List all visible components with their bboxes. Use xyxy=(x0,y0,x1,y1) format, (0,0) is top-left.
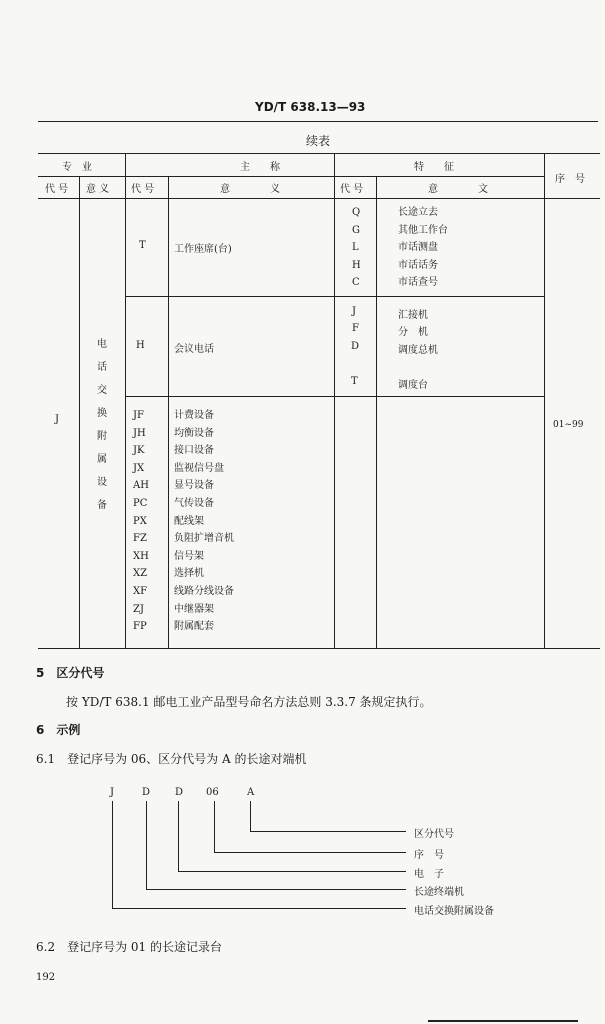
sec5-heading: 5 区分代号 xyxy=(36,666,105,680)
example-6-1: 6.1 登记序号为 06、区分代号为 A 的长途对端机 xyxy=(36,752,307,766)
s1-main-code: T xyxy=(139,240,146,251)
s2-feat-meaning: 调度总机 xyxy=(398,345,438,356)
s3-main-meanings: 计费设备 均衡设备 接口设备 监视信号盘 显号设备 气传设备 配线架 负阻扩增音机 信号架 选择机 线路分线设备 中继器架 附属配套 xyxy=(174,410,234,633)
header-serial: 序 号 xyxy=(555,174,585,185)
s1-feature-meanings: 长途立去 其他工作台 市话测盘 市话话务 市话查号 xyxy=(398,207,448,289)
s2-feat-meaning: 调度台 xyxy=(398,380,428,391)
serial-value: 01~99 xyxy=(553,420,584,430)
specialty-code: J xyxy=(55,414,60,425)
s2-main-code: H xyxy=(136,340,145,351)
diagram-code: D xyxy=(175,787,184,798)
diagram-label: 电话交换附属设备 xyxy=(414,906,494,917)
diagram-label: 长途终端机 xyxy=(414,887,464,898)
sec5-body: 按 YD/T 638.1 邮电工业产品型号命名方法总则 3.3.7 条规定执行。 xyxy=(66,695,432,709)
diagram-code: D xyxy=(142,787,151,798)
header-main-name: 主 称 xyxy=(240,162,280,173)
diagram-label: 序 号 xyxy=(414,850,444,861)
sec6-heading: 6 示例 xyxy=(36,723,81,737)
diagram-code: 06 xyxy=(206,787,219,798)
s2-feat-code: J xyxy=(352,306,357,317)
s2-feat-code: D xyxy=(351,341,360,352)
table-caption: 续表 xyxy=(306,134,331,148)
diagram-label: 区分代号 xyxy=(414,829,454,840)
s1-feature-codes: Q G L H C xyxy=(352,207,361,289)
subheader-main-code: 代 号 xyxy=(131,184,155,195)
diagram-label: 电 子 xyxy=(414,869,444,880)
header-specialty: 专 业 xyxy=(62,162,92,173)
page-number: 192 xyxy=(36,972,56,983)
s3-main-codes: JF JH JK JX AH PC PX FZ XH XZ XF ZJ FP xyxy=(133,410,149,633)
subheader-main-meaning: 意 义 xyxy=(220,184,280,195)
standard-code: YD/T 638.13—93 xyxy=(255,100,366,114)
s2-feat-code: F xyxy=(352,323,359,334)
subheader-feat-code: 代 号 xyxy=(340,184,364,195)
s2-main-meaning: 会议电话 xyxy=(174,344,214,355)
s1-main-meaning: 工作座席(台) xyxy=(174,244,232,255)
s2-feat-meaning: 分 机 xyxy=(398,327,428,338)
specialty-meaning-vertical: 电 话 交 换 附 属 设 备 xyxy=(97,339,107,511)
header-rule xyxy=(38,121,598,122)
subheader-feat-meaning: 意 文 xyxy=(428,184,488,195)
header-feature: 特 征 xyxy=(414,162,454,173)
s2-feat-meaning: 汇接机 xyxy=(398,310,428,321)
subheader-code: 代 号 xyxy=(45,184,69,195)
s2-feat-code: T xyxy=(351,376,358,387)
subheader-meaning: 意 义 xyxy=(86,184,110,195)
diagram-code: J xyxy=(110,787,115,798)
example-6-2: 6.2 登记序号为 01 的长途记录台 xyxy=(36,940,222,954)
footer-rule xyxy=(428,1020,578,1022)
diagram-code: A xyxy=(247,787,255,798)
